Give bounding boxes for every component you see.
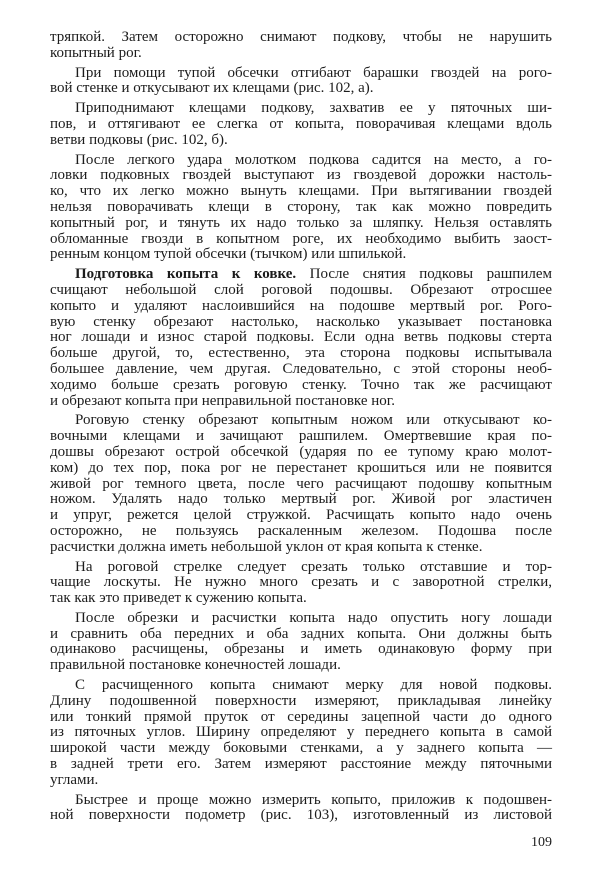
text-line: На роговой стрелке следует срезать только отставшие и тор- (75, 558, 552, 575)
text-line: ног лошади и износ старой подковы. Если одна ветвь подковы стерта (50, 329, 552, 346)
text-line: Длину подошвенной поверхности измеряют, прикладывая линейку (50, 692, 552, 709)
text-line (50, 267, 552, 283)
page-body (50, 30, 552, 828)
paragraph (50, 30, 552, 62)
text-line: осторожно, не пользуясь раскаленным железом. Подошва после (50, 522, 552, 539)
text-line: Быстрее и проще можно измерить копыто, приложив к подошвен- (75, 791, 552, 808)
paragraph (50, 678, 552, 789)
text-line: обломанные гвозди в копытном роге, их необходимо выбить заост- (50, 230, 552, 247)
paragraph (50, 560, 552, 607)
paragraph (50, 101, 552, 148)
page-number: 109 (531, 835, 552, 850)
paragraph (50, 413, 552, 555)
text-line: тряпкой. Затем осторожно снимают подкову, чтобы не нарушить (50, 29, 552, 45)
text-line: копыто и удаляют наслоившийся на подошве мертвый рог. Рого- (50, 297, 552, 314)
text-line: углами. (50, 771, 99, 788)
text-line: и упруг, режется целой стружкой. Расчищать копыто надо очень (50, 507, 552, 524)
paragraph (50, 267, 552, 409)
text-line: копытный рог. (50, 44, 142, 61)
text-line: ко, что их легко можно вынуть клещами. При вытягивании гвоздей (50, 183, 552, 200)
section-heading: Подготовка копыта к ковке. (75, 266, 297, 283)
text-line: в задней трети его. Затем измеряют расстояние между пяточными (50, 756, 552, 773)
paragraph (50, 793, 552, 825)
text-line: ходимо больше срезать роговую стенку. Точно так же расчищают (50, 376, 552, 393)
paragraph (50, 66, 552, 98)
paragraph (50, 611, 552, 674)
text-line: дошвы обрезают острой обсечкой (ударяя по ее тупому краю молот- (50, 443, 552, 460)
text-line: и обрезают копыта при неправильной постановке ног. (50, 392, 395, 409)
text-line: ком) до тех пор, пока рог не перестанет крошиться или не появится (50, 459, 552, 476)
text-line: больше другой, то, естественно, эта сторона подковы испытывала (50, 345, 552, 362)
text-line: ренным концом тупой обсечки (тычком) или шпилькой. (50, 246, 407, 263)
paragraph (50, 153, 552, 264)
text-line: Роговую стенку обрезают копытным ножом или откусывают ко- (75, 412, 552, 429)
text-line: нельзя поворачивать клещи в сторону, так как можно повредить (50, 198, 552, 215)
text-line: чащие лоскуты. Не нужно много срезать и с заворотной стрелки, (50, 574, 552, 591)
text-line: После обрезки и расчистки копыта надо опустить ногу лошади (75, 609, 552, 626)
text-line: вой стенке и откусывают их клещами (рис. 102, а). (50, 80, 374, 97)
text-line: ножом. Удалять надо только мертвый рог. Живой рог эластичен (50, 491, 552, 508)
text-line: При помощи тупой обсечки отгибают барашки гвоздей на рого- (75, 64, 552, 81)
text-line: из пяточных углов. Ширину определяют у переднего копыта в самой (50, 724, 552, 741)
text-line: большее давление, чем другая. Следовательно, с этой стороны необ- (50, 360, 552, 377)
text-line: вую стенку обрезают настолько, насколько указывает постановка (50, 313, 552, 330)
text-line: и сравнить оба передних и оба задних копыта. Они должны быть (50, 625, 552, 642)
text-line: живой рог темного цвета, после чего расчищают подошву копытным (50, 475, 552, 492)
text-line: широкой части между боковыми стенками, а у заднего копыта — (50, 740, 552, 757)
text-line: С расчищенного копыта снимают мерку для новой подковы. (75, 677, 552, 694)
text-line: вочными клещами и зачищают рашпилем. Омертвевшие края по- (50, 428, 552, 445)
text-line: копытный рог, и тянуть их надо только за шляпку. Нельзя оставлять (50, 214, 552, 231)
text-line: одинаково расчищены, обрезаны и иметь одинаковую форму при (50, 641, 552, 658)
text-line: ной поверхности подометр (рис. 103), изготовленный из листовой (50, 807, 552, 824)
text-line-content: После снятия подковы рашпилем (296, 266, 552, 283)
text-line: так как это приведет к сужению копыта. (50, 590, 307, 607)
text-line: пов, и оттягивают ее слегка от копыта, поворачивая клещами вдоль (50, 115, 552, 132)
text-line: правильной постановке конечностей лошади. (50, 657, 341, 674)
text-line: счищают небольшой слой роговой подошвы. Обрезают отросшее (50, 281, 552, 298)
text-line: или тонкий прямой пруток от середины зацепной части до одного (50, 708, 552, 725)
text-line: Приподнимают клещами подкову, захватив ее у пяточных ши- (75, 100, 552, 117)
text-line: ловки подковных гвоздей выступают из гвоздевой дорожки настоль- (50, 167, 552, 184)
text-line: ветви подковы (рис. 102, б). (50, 131, 228, 148)
text-line: расчистки должна иметь небольшой уклон от края копыта к стенке. (50, 538, 483, 555)
text-line: После легкого удара молотком подкова садится на место, а го- (75, 151, 552, 168)
